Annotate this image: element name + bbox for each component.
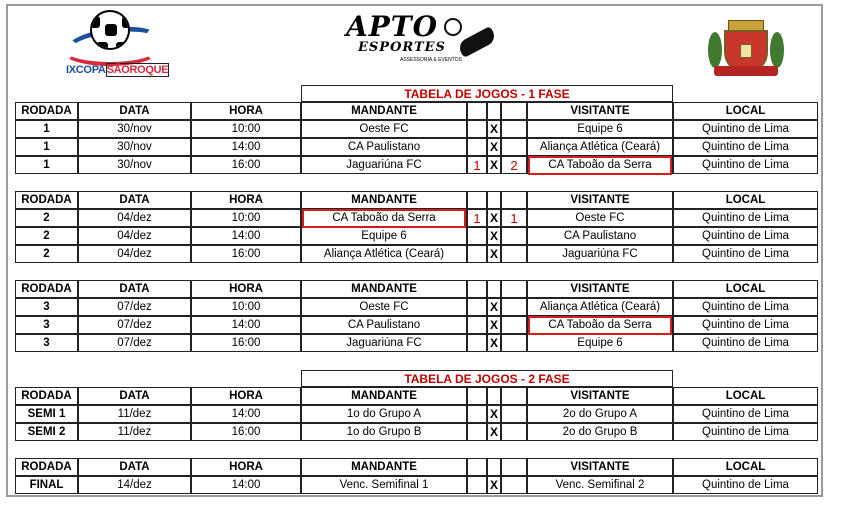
- table-cell-mandante: 1o do Grupo A: [301, 405, 467, 423]
- header-rodada: RODADA: [15, 387, 78, 405]
- table-cell-visitante: Venc. Semifinal 2: [527, 476, 673, 494]
- header-spacer: [467, 458, 487, 476]
- header-mandante: MANDANTE: [301, 280, 467, 298]
- header-visitante: VISITANTE: [527, 458, 673, 476]
- table-cell-rodada: 1: [15, 156, 78, 174]
- header-local: LOCAL: [673, 387, 818, 405]
- table-cell-visitante: CA Taboão da Serra: [527, 156, 673, 174]
- table-cell-hora: 14:00: [191, 405, 301, 423]
- table-cell-mandante: Equipe 6: [301, 227, 467, 245]
- score-cell: [467, 334, 487, 352]
- table-cell-hora: 16:00: [191, 334, 301, 352]
- header-data: DATA: [78, 458, 191, 476]
- score-cell: [467, 138, 487, 156]
- away-score: 2: [510, 157, 518, 173]
- table-cell-rodada: 3: [15, 316, 78, 334]
- versus-mark: X: [487, 423, 501, 441]
- header-spacer: [487, 387, 501, 405]
- score-cell: [467, 476, 487, 494]
- team-highlight-box: [528, 316, 672, 335]
- score-cell: [467, 316, 487, 334]
- header-visitante: VISITANTE: [527, 387, 673, 405]
- header-data: DATA: [78, 191, 191, 209]
- table-cell-mandante: 1o do Grupo B: [301, 423, 467, 441]
- header-mandante: MANDANTE: [301, 102, 467, 120]
- versus-mark: X: [487, 245, 501, 263]
- score-cell: [501, 138, 527, 156]
- header-spacer: [487, 458, 501, 476]
- score-cell: [467, 227, 487, 245]
- table-cell-rodada: 2: [15, 245, 78, 263]
- table-cell-visitante: Equipe 6: [527, 120, 673, 138]
- table-cell-data: 07/dez: [78, 334, 191, 352]
- header-spacer: [487, 102, 501, 120]
- versus-mark: X: [487, 298, 501, 316]
- header-spacer: [501, 191, 527, 209]
- table-cell-local: Quintino de Lima: [673, 156, 818, 174]
- table-cell-hora: 10:00: [191, 298, 301, 316]
- header-spacer: [501, 387, 527, 405]
- table-cell-visitante: Oeste FC: [527, 209, 673, 227]
- versus-mark: X: [487, 316, 501, 334]
- score-cell: [501, 316, 527, 334]
- table-cell-mandante: Jaguariúna FC: [301, 156, 467, 174]
- away-score: 1: [510, 210, 518, 226]
- header-spacer: [487, 191, 501, 209]
- header-spacer: [501, 102, 527, 120]
- table-cell-hora: 16:00: [191, 156, 301, 174]
- team-highlight-box: [528, 156, 672, 175]
- header-spacer: [501, 280, 527, 298]
- phase-title: TABELA DE JOGOS - 2 FASE: [301, 370, 673, 387]
- table-cell-hora: 16:00: [191, 423, 301, 441]
- header-rodada: RODADA: [15, 280, 78, 298]
- table-cell-local: Quintino de Lima: [673, 476, 818, 494]
- header-visitante: VISITANTE: [527, 191, 673, 209]
- table-cell-rodada: FINAL: [15, 476, 78, 494]
- table-cell-data: 04/dez: [78, 209, 191, 227]
- table-cell-visitante: Aliança Atlética (Ceará): [527, 298, 673, 316]
- table-cell-hora: 10:00: [191, 209, 301, 227]
- header-spacer: [467, 102, 487, 120]
- versus-mark: X: [487, 405, 501, 423]
- table-cell-rodada: SEMI 1: [15, 405, 78, 423]
- apto-tagline: ASSESSORIA & EVENTOS: [400, 57, 462, 63]
- table-cell-mandante: CA Paulistano: [301, 138, 467, 156]
- table-cell-data: 30/nov: [78, 120, 191, 138]
- score-cell: [501, 227, 527, 245]
- table-cell-mandante: Aliança Atlética (Ceará): [301, 245, 467, 263]
- header-hora: HORA: [191, 102, 301, 120]
- table-cell-rodada: 1: [15, 120, 78, 138]
- table-cell-hora: 14:00: [191, 476, 301, 494]
- table-cell-visitante: Equipe 6: [527, 334, 673, 352]
- score-cell: [501, 423, 527, 441]
- header-data: DATA: [78, 102, 191, 120]
- table-cell-data: 07/dez: [78, 316, 191, 334]
- team-highlight-box: [302, 209, 466, 228]
- table-cell-hora: 10:00: [191, 120, 301, 138]
- table-cell-data: 04/dez: [78, 245, 191, 263]
- header-rodada: RODADA: [15, 191, 78, 209]
- score-cell: [501, 298, 527, 316]
- versus-mark: X: [487, 209, 501, 227]
- header-hora: HORA: [191, 280, 301, 298]
- table-cell-local: Quintino de Lima: [673, 334, 818, 352]
- header-local: LOCAL: [673, 280, 818, 298]
- header-rodada: RODADA: [15, 458, 78, 476]
- table-cell-rodada: 2: [15, 227, 78, 245]
- score-cell: [501, 120, 527, 138]
- table-cell-local: Quintino de Lima: [673, 316, 818, 334]
- table-cell-mandante: CA Taboão da Serra: [301, 209, 467, 227]
- header-mandante: MANDANTE: [301, 191, 467, 209]
- table-cell-data: 14/dez: [78, 476, 191, 494]
- versus-mark: X: [487, 138, 501, 156]
- versus-mark: X: [487, 476, 501, 494]
- score-cell: [467, 120, 487, 138]
- home-score: 1: [473, 157, 481, 173]
- table-cell-rodada: 3: [15, 334, 78, 352]
- table-cell-visitante: CA Paulistano: [527, 227, 673, 245]
- score-cell: [467, 405, 487, 423]
- score-cell: [467, 245, 487, 263]
- table-cell-hora: 16:00: [191, 245, 301, 263]
- header-mandante: MANDANTE: [301, 387, 467, 405]
- table-cell-visitante: CA Taboão da Serra: [527, 316, 673, 334]
- table-cell-mandante: Oeste FC: [301, 298, 467, 316]
- header-data: DATA: [78, 280, 191, 298]
- table-cell-rodada: 2: [15, 209, 78, 227]
- table-cell-visitante: 2o do Grupo B: [527, 423, 673, 441]
- phase-title: TABELA DE JOGOS - 1 FASE: [301, 85, 673, 102]
- header-data: DATA: [78, 387, 191, 405]
- header-hora: HORA: [191, 191, 301, 209]
- header-local: LOCAL: [673, 458, 818, 476]
- versus-mark: X: [487, 334, 501, 352]
- header-spacer: [467, 191, 487, 209]
- versus-mark: X: [487, 120, 501, 138]
- table-cell-hora: 14:00: [191, 138, 301, 156]
- copa-logo-text: IXCOPASÃOROQUE: [66, 64, 169, 76]
- table-cell-data: 11/dez: [78, 405, 191, 423]
- table-cell-local: Quintino de Lima: [673, 423, 818, 441]
- table-cell-mandante: Venc. Semifinal 1: [301, 476, 467, 494]
- table-cell-local: Quintino de Lima: [673, 245, 818, 263]
- table-cell-local: Quintino de Lima: [673, 209, 818, 227]
- score-cell: [467, 423, 487, 441]
- header-visitante: VISITANTE: [527, 280, 673, 298]
- table-cell-visitante: 2o do Grupo A: [527, 405, 673, 423]
- table-cell-mandante: Jaguariúna FC: [301, 334, 467, 352]
- table-cell-local: Quintino de Lima: [673, 405, 818, 423]
- header-spacer: [501, 458, 527, 476]
- header-mandante: MANDANTE: [301, 458, 467, 476]
- header-hora: HORA: [191, 387, 301, 405]
- header-spacer: [467, 280, 487, 298]
- home-score: 1: [473, 210, 481, 226]
- esportes-text: ESPORTES: [358, 40, 446, 55]
- table-cell-rodada: 3: [15, 298, 78, 316]
- header-rodada: RODADA: [15, 102, 78, 120]
- table-cell-local: Quintino de Lima: [673, 298, 818, 316]
- table-cell-rodada: SEMI 2: [15, 423, 78, 441]
- table-cell-rodada: 1: [15, 138, 78, 156]
- table-cell-local: Quintino de Lima: [673, 138, 818, 156]
- table-cell-data: 30/nov: [78, 138, 191, 156]
- score-cell: [467, 298, 487, 316]
- versus-mark: X: [487, 156, 501, 174]
- versus-mark: X: [487, 227, 501, 245]
- score-cell: [501, 334, 527, 352]
- score-cell: [501, 245, 527, 263]
- apto-text: APTO: [346, 10, 439, 43]
- table-cell-data: 11/dez: [78, 423, 191, 441]
- table-cell-hora: 14:00: [191, 316, 301, 334]
- table-cell-mandante: CA Paulistano: [301, 316, 467, 334]
- table-cell-mandante: Oeste FC: [301, 120, 467, 138]
- score-cell: [501, 476, 527, 494]
- header-hora: HORA: [191, 458, 301, 476]
- header-spacer: [487, 280, 501, 298]
- table-cell-visitante: Aliança Atlética (Ceará): [527, 138, 673, 156]
- header-local: LOCAL: [673, 102, 818, 120]
- table-cell-data: 30/nov: [78, 156, 191, 174]
- table-cell-local: Quintino de Lima: [673, 120, 818, 138]
- table-cell-local: Quintino de Lima: [673, 227, 818, 245]
- table-cell-hora: 14:00: [191, 227, 301, 245]
- score-cell: [501, 405, 527, 423]
- table-cell-data: 07/dez: [78, 298, 191, 316]
- header-spacer: [467, 387, 487, 405]
- header-visitante: VISITANTE: [527, 102, 673, 120]
- table-cell-data: 04/dez: [78, 227, 191, 245]
- header-local: LOCAL: [673, 191, 818, 209]
- table-cell-visitante: Jaguariúna FC: [527, 245, 673, 263]
